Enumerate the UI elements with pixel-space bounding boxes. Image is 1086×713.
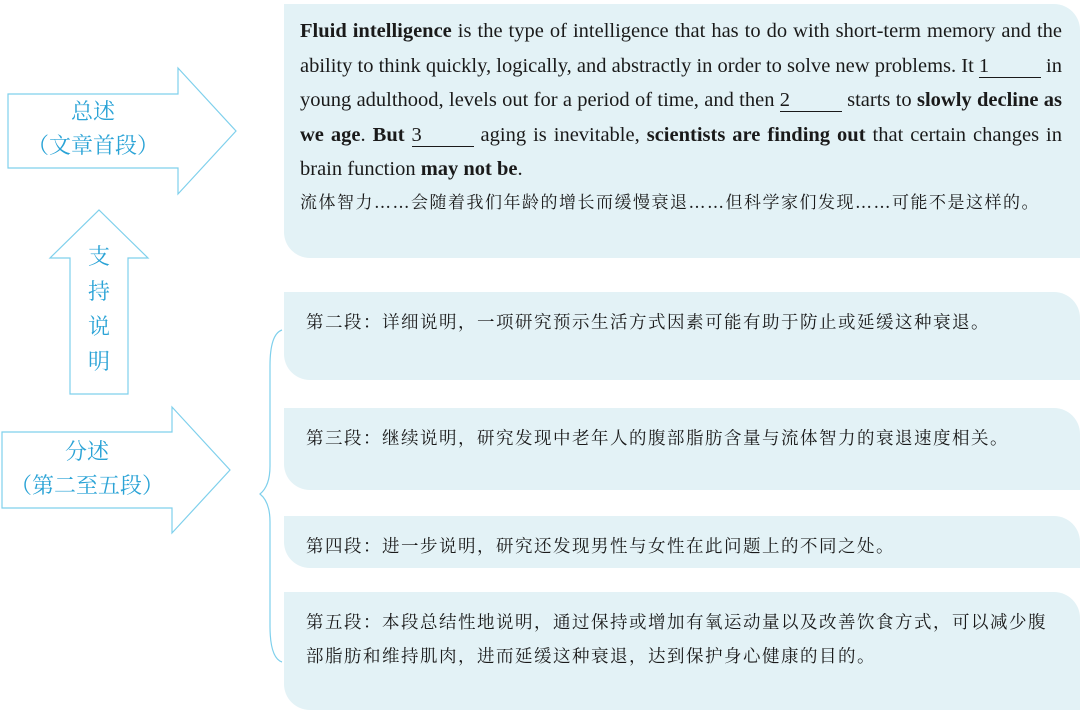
paragraph-5-box (284, 592, 1080, 710)
bold-phrase: slowly decline as we age (300, 89, 1063, 146)
support-char: 持 (87, 280, 110, 305)
text-segment: . (517, 158, 523, 180)
text-segment: . (360, 123, 373, 146)
paragraph-3-box (284, 408, 1080, 490)
detail-subtitle: （第二至五段） (9, 474, 164, 499)
fluid-intelligence-term: Fluid intelligence (300, 20, 452, 42)
blank-1[interactable]: 1 (979, 55, 1041, 78)
text-segment: aging is inevitable, (473, 123, 647, 146)
support-char: 说 (87, 315, 110, 340)
text-segment: in young adulthood, levels out for a period of time, and then (300, 54, 1062, 111)
paragraph-4-text: 第四段：进一步说明，研究还发现男性与女性在此问题上的不同之处。 (306, 537, 895, 557)
bold-phrase: scientists are finding out (646, 123, 866, 146)
summary-label (8, 96, 178, 164)
paragraph-2-text: 第二段：详细说明，一项研究预示生活方式因素可能有助于防止或延缓这种衰退。 (306, 313, 990, 333)
text-segment (405, 124, 412, 146)
paragraph-2-box (284, 292, 1080, 380)
bold-phrase: But (372, 123, 405, 146)
text-segment: that certain changes in brain function (300, 123, 1063, 180)
detail-label (2, 436, 172, 504)
bold-phrase: may not be (420, 158, 518, 180)
support-char: 明 (87, 350, 110, 375)
summary-title: 总述 (70, 100, 115, 125)
blank-3[interactable]: 3 (412, 124, 474, 147)
summary-subtitle: （文章首段） (26, 134, 159, 159)
detail-title: 分述 (64, 440, 109, 465)
brace-connector (256, 326, 286, 666)
support-char: 支 (87, 245, 110, 270)
first-paragraph-box (284, 4, 1080, 258)
text-segment: is the type of intelligence that has to do with short-term memory and the ability to think quickly, logically, and abstractly in order to solve new problems. It (300, 20, 1062, 77)
paragraph-4-box (284, 516, 1080, 568)
blank-2[interactable]: 2 (780, 89, 842, 112)
chinese-summary: 流体智力……会随着我们年龄的增长而缓慢衰退……但科学家们发现……可能不是这样的。 (300, 192, 1040, 213)
support-label (70, 240, 128, 380)
paragraph-3-text: 第三段：继续说明，研究发现中老年人的腹部脂肪含量与流体智力的衰退速度相关。 (306, 429, 1009, 449)
paragraph-5-text: 第五段：本段总结性地说明，通过保持或增加有氧运动量以及改善饮食方式，可以减少腹部脂肪和维持肌肉，进而延缓这种衰退，达到保护身心健康的目的。 (306, 613, 1047, 667)
text-segment: starts to (841, 89, 917, 111)
